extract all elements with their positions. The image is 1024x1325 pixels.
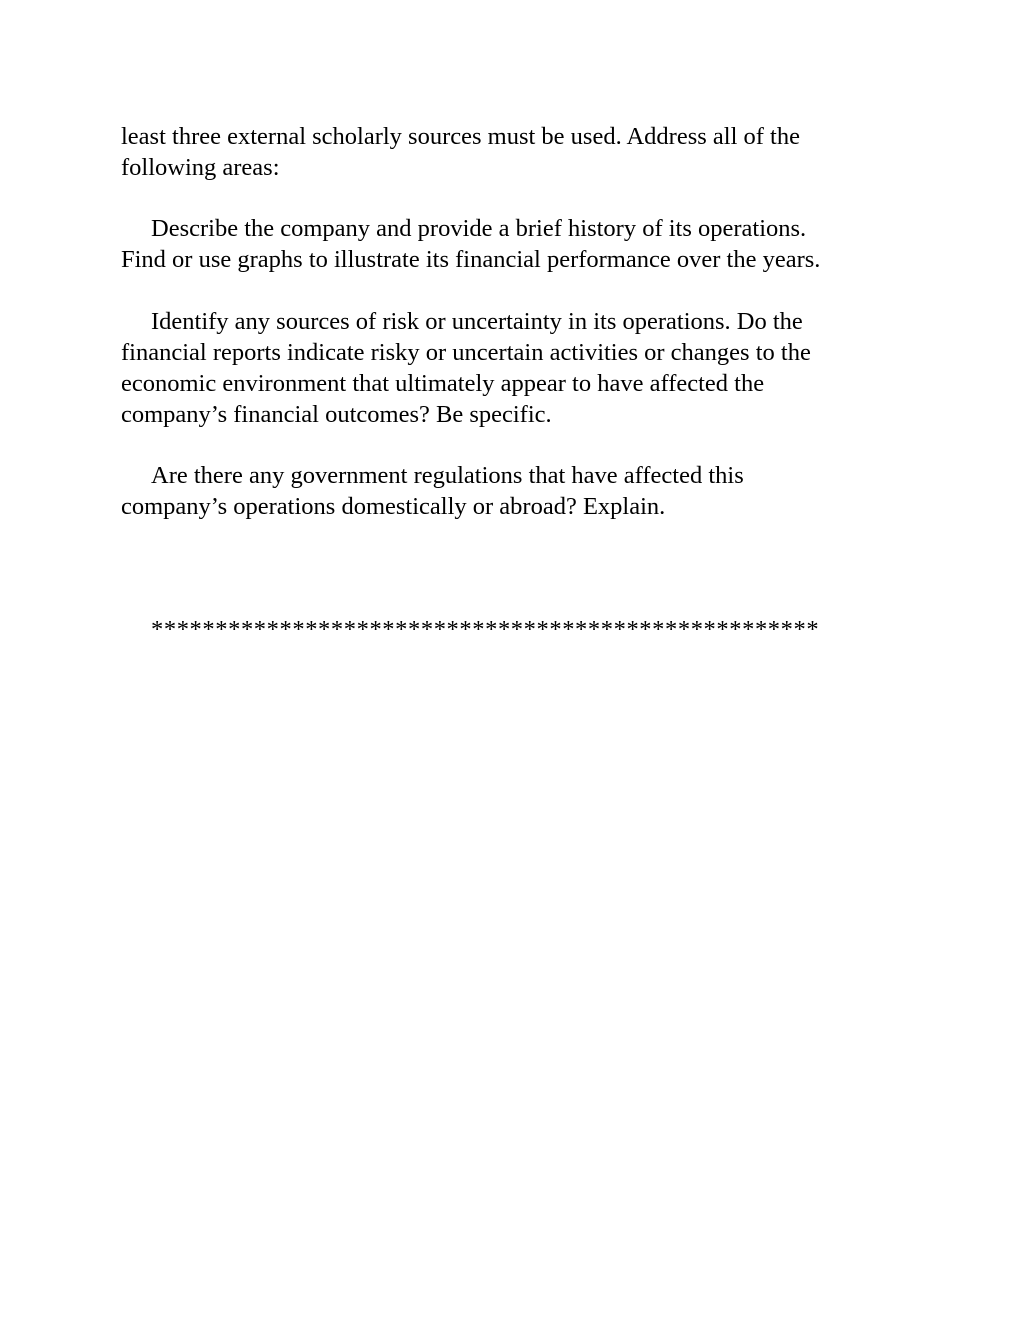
asterisk-separator: ****************************************************	[151, 616, 820, 643]
intro-line-2: following areas:	[121, 154, 280, 181]
item-2-line-4: company’s financial outcomes? Be specific.	[121, 401, 552, 428]
item-2-line-3: economic environment that ultimately appear to have affected the	[121, 370, 765, 397]
item-3-line-2: company’s operations domestically or abroad? Explain.	[121, 493, 666, 520]
item-3-line-1: Are there any government regulations that have affected this	[151, 462, 744, 489]
item-1-line-2: Find or use graphs to illustrate its financial performance over the years.	[121, 246, 821, 273]
item-2-line-2: financial reports indicate risky or uncertain activities or changes to the	[121, 339, 811, 366]
item-2-line-1: Identify any sources of risk or uncertainty in its operations. Do the	[151, 308, 803, 335]
intro-line-1: least three external scholarly sources must be used. Address all of the	[121, 123, 800, 150]
item-1-line-1: Describe the company and provide a brief history of its operations.	[151, 215, 807, 242]
